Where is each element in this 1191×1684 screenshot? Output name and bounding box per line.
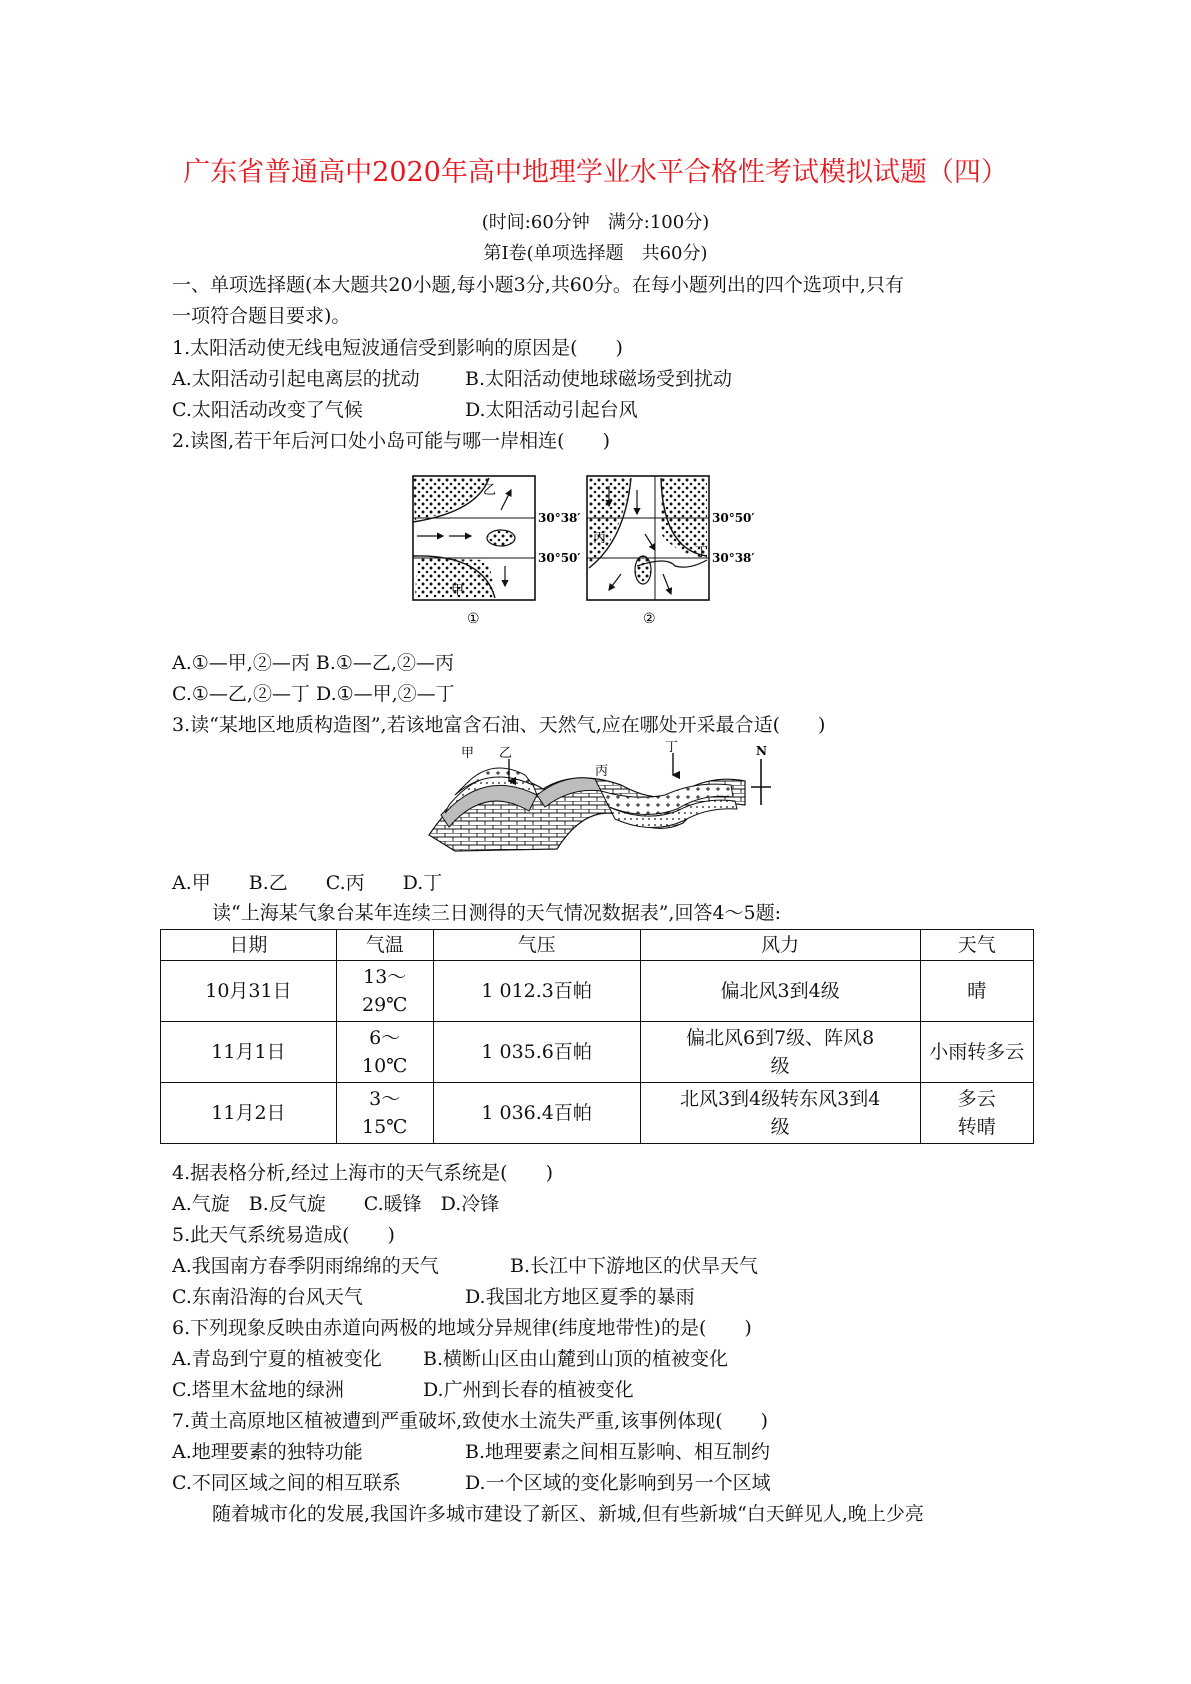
header-temperature: 气温 — [336, 930, 433, 961]
q4-stem: 4.据表格分析,经过上海市的天气系统是( ) — [172, 1162, 553, 1184]
q1-stem: 1.太阳活动使无线电短波通信受到影响的原因是( ) — [172, 337, 623, 359]
q3-options: A.甲 B.乙 C.丙 D.丁 — [172, 872, 443, 894]
header-pressure: 气压 — [433, 930, 640, 961]
fig1-lat-bottom: 30°50′ — [538, 551, 581, 565]
q6-option-c: C.塔里木盆地的绿洲 — [172, 1379, 344, 1401]
q5-option-a: A.我国南方春季阴雨绵绵的天气 — [172, 1255, 439, 1277]
header-date: 日期 — [161, 930, 337, 961]
final-paragraph: 随着城市化的发展,我国许多城市建设了新区、新城,但有些新城“白天鲜见人,晚上少亮 — [212, 1503, 924, 1525]
q3-label-jia: 甲 — [461, 746, 475, 761]
fig2-lat-top: 30°50′ — [712, 511, 755, 525]
q2-stem: 2.读图,若干年后河口处小岛可能与哪一岸相连( ) — [172, 430, 610, 452]
geologic-structure-figure — [425, 740, 767, 853]
table-header-row — [161, 930, 1034, 961]
exam-info: (时间:60分钟 满分:100分) — [481, 212, 710, 233]
q3-stem: 3.读“某地区地质构造图”,若该地富含石油、天然气,应在哪处开采最合适( ) — [172, 714, 826, 736]
figure-1 — [413, 476, 581, 627]
section-intro-line-2: 一项符合题目要求)。 — [172, 305, 351, 327]
page-title: 广东省普通高中2020年高中地理学业水平合格性考试模拟试题（四） — [183, 157, 1008, 188]
q4-options: A.气旋 B.反气旋 C.暖锋 D.冷锋 — [172, 1193, 500, 1215]
header-wind: 风力 — [640, 930, 920, 961]
table-row: 11月2日 3～ 15℃ 1 036.4百帕 北风3到4级转东风3到4 级 多云 转晴 — [161, 1083, 1034, 1144]
q7-option-a: A.地理要素的独特功能 — [172, 1441, 363, 1463]
fig1-lat-top: 30°38′ — [538, 511, 581, 525]
fig2-label-ding: 丁 — [695, 545, 709, 560]
fig2-label-bing: 丙 — [593, 531, 607, 546]
q7-stem: 7.黄土高原地区植被遭到严重破坏,致使水土流失严重,该事例体现( ) — [172, 1410, 769, 1432]
q1-option-b: B.太阳活动使地球磁场受到扰动 — [465, 368, 733, 390]
q7-option-c: C.不同区域之间的相互联系 — [172, 1472, 401, 1494]
section-intro-line-1: 一、单项选择题(本大题共20小题,每小题3分,共60分。在每小题列出的四个选项中,只有 — [172, 274, 904, 296]
q5-option-b: B.长江中下游地区的伏旱天气 — [510, 1255, 759, 1277]
q6-option-d: D.广州到长春的植被变化 — [423, 1379, 634, 1401]
table-row: 10月31日 13～ 29℃ 1 012.3百帕 偏北风3到4级 晴 — [161, 961, 1034, 1022]
q1-option-d: D.太阳活动引起台风 — [465, 399, 638, 421]
figure-2 — [587, 476, 755, 627]
header-weather: 天气 — [920, 930, 1033, 961]
q1-option-a: A.太阳活动引起电离层的扰动 — [172, 368, 420, 390]
table-intro: 读“上海某气象台某年连续三日测得的天气情况数据表”,回答4～5题: — [212, 902, 782, 924]
q2-options-row-1: A.①—甲,②—丙 B.①—乙,②—丙 — [172, 652, 454, 674]
q1-option-c: C.太阳活动改变了气候 — [172, 399, 363, 421]
north-label: N — [756, 744, 767, 758]
q6-option-a: A.青岛到宁夏的植被变化 — [172, 1348, 382, 1370]
q3-label-yi: 乙 — [499, 746, 513, 761]
table-row: 11月1日 6～ 10℃ 1 035.6百帕 偏北风6到7级、阵风8 级 小雨转多云 — [161, 1022, 1034, 1083]
q7-option-b: B.地理要素之间相互影响、相互制约 — [465, 1441, 771, 1463]
q5-option-c: C.东南沿海的台风天气 — [172, 1286, 363, 1308]
q5-option-d: D.我国北方地区夏季的暴雨 — [465, 1286, 695, 1308]
fig2-caption: ② — [643, 611, 656, 627]
q3-label-ding: 丁 — [665, 740, 679, 755]
q7-option-d: D.一个区域的变化影响到另一个区域 — [465, 1472, 771, 1494]
q6-stem: 6.下列现象反映由赤道向两极的地域分异规律(纬度地带性)的是( ) — [172, 1317, 752, 1339]
q2-options-row-2: C.①—乙,②—丁 D.①—甲,②—丁 — [172, 683, 455, 705]
weather-data-table — [160, 929, 1034, 1144]
q6-option-b: B.横断山区由山麓到山顶的植被变化 — [423, 1348, 729, 1370]
fig2-lat-bottom: 30°38′ — [712, 551, 755, 565]
river-mouth-figure — [405, 470, 785, 630]
fig1-caption: ① — [467, 611, 480, 627]
part-title: 第Ⅰ卷(单项选择题 共60分) — [483, 243, 708, 264]
fig1-label-yi: 乙 — [483, 483, 497, 498]
q5-stem: 5.此天气系统易造成( ) — [172, 1224, 395, 1246]
q3-label-bing: 丙 — [595, 764, 609, 779]
fig1-label-jia: 甲 — [451, 583, 465, 598]
